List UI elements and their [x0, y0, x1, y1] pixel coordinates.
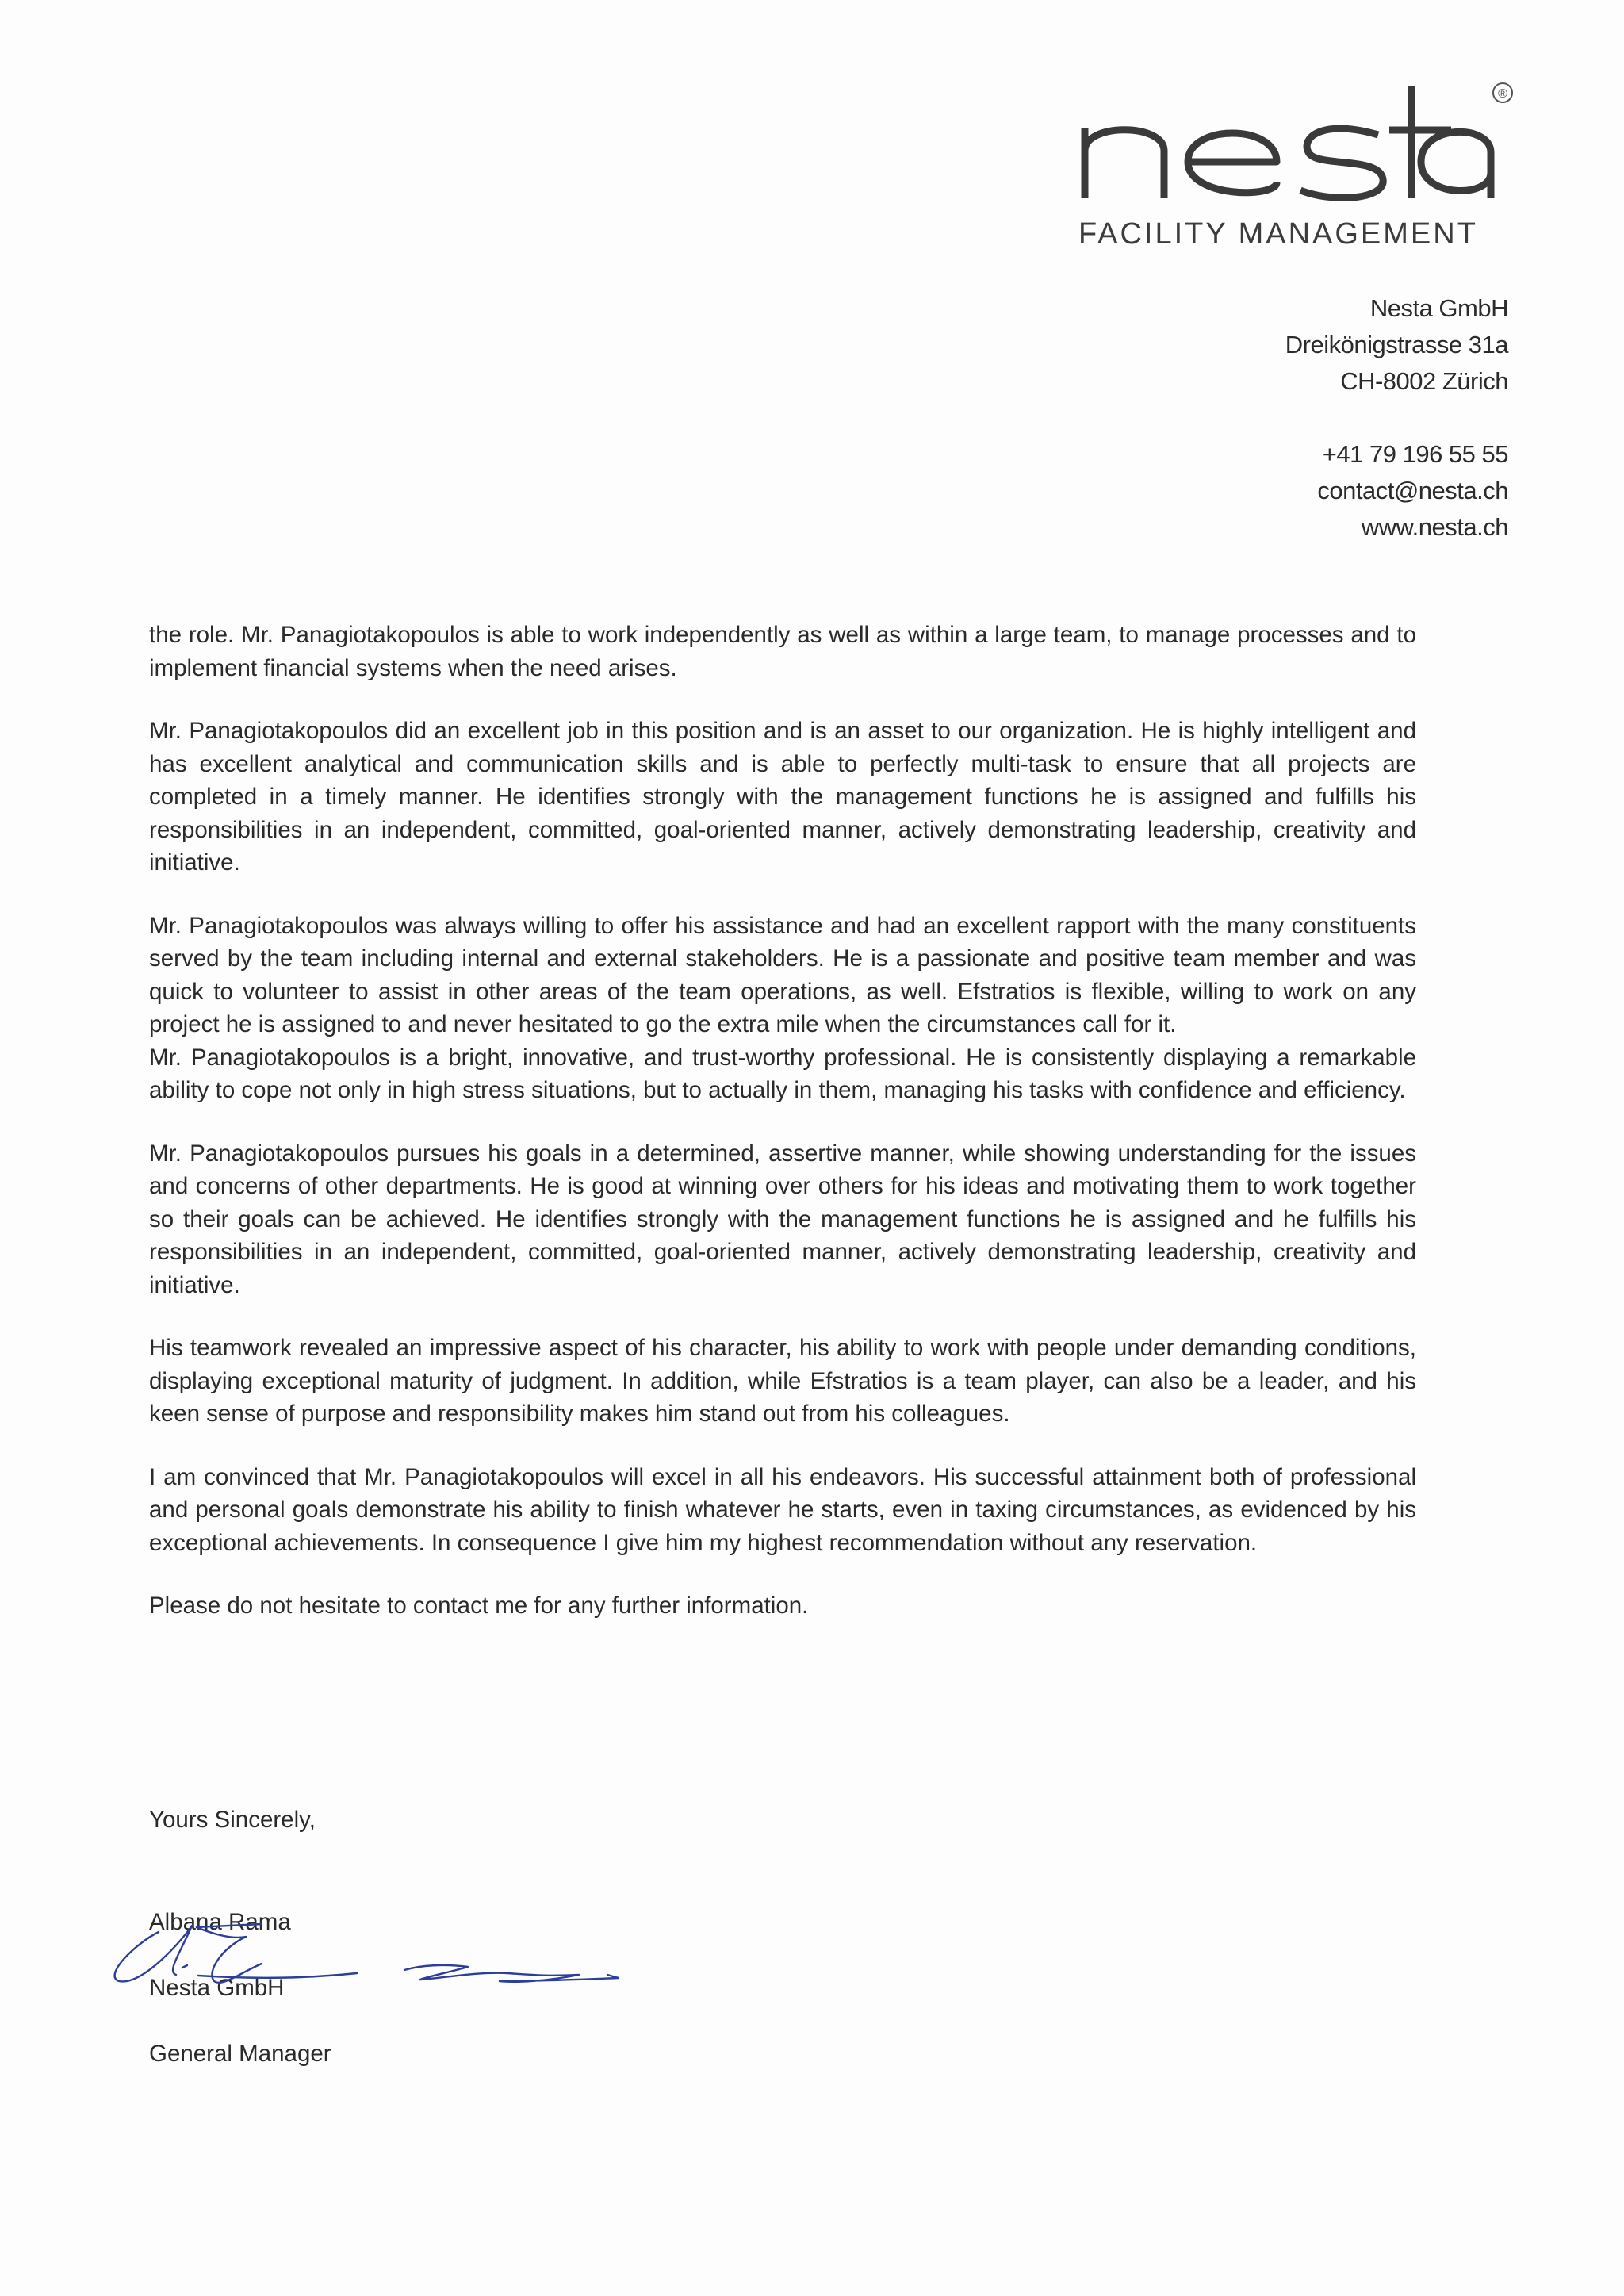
company-tagline: FACILITY MANAGEMENT [1078, 217, 1478, 251]
body-paragraph: Mr. Panagiotakopoulos was always willing to offer his assistance and had an excellent rapport with the many constituents served by the team including internal and external stakeholders. He is a passionate and positive team member and was quick to volunteer to assist in other areas of the team operations, as well. Efstratios is flexible, willing to work on any project he is assigned to and never hesitated to go the extra mile when the circumstances call for it. [149, 912, 1416, 1037]
registered-trademark-mark: ® [1492, 82, 1513, 103]
sender-address [1285, 290, 1508, 400]
signer-title: General Manager [149, 2041, 331, 2067]
sender-website: www.nesta.ch [1361, 513, 1508, 541]
signer-name: Albana Rama [149, 1909, 291, 1935]
sender-city: CH-8002 Zürich [1340, 367, 1508, 395]
body-paragraph: Mr. Panagiotakopoulos pursues his goals in a determined, assertive manner, while showing understanding for the issues and concerns of other departments. He is good at winning over others for his ideas and motivating them to work together so their goals can be achieved. He identifies strongly with the management functions he is assigned and he fulfills his responsibilities in an independent, committed, goal-oriented manner, actively demonstrating leadership, creativity and initiative. [149, 1140, 1416, 1298]
letter-body [149, 619, 1416, 1653]
sender-phone: +41 79 196 55 55 [1322, 440, 1508, 468]
body-paragraph: Mr. Panagiotakopoulos is a bright, innovative, and trust-worthy professional. He is consistently displaying a remarkable ability to cope not only in high stress situations, but to actually in them, managing his tasks with confidence and efficiency. [149, 1044, 1416, 1103]
body-paragraph: His teamwork revealed an impressive aspect of his character, his ability to work with people under demanding conditions, displaying exceptional maturity of judgment. In addition, while Efstratios is a team player, can also be a leader, and his keen sense of purpose and responsibility makes him stand out from his colleagues. [149, 1335, 1416, 1427]
sender-contact [1317, 436, 1508, 546]
sender-company: Nesta GmbH [1369, 294, 1508, 322]
sender-email: contact@nesta.ch [1317, 477, 1508, 504]
body-paragraph: Please do not hesitate to contact me for any further information. [149, 1593, 809, 1619]
sender-street: Dreikönigstrasse 31a [1285, 331, 1508, 358]
body-paragraph: I am convinced that Mr. Panagiotakopoulos will excel in all his endeavors. His successful attainment both of professional and personal goals demonstrate his ability to finish whatever he starts, even in taxing circumstances, as evidenced by his exceptional achievements. In consequence I give him my highest recommendation without any reservation. [149, 1463, 1416, 1556]
closing-salutation: Yours Sincerely, [149, 1807, 316, 1833]
body-paragraph: the role. Mr. Panagiotakopoulos is able to work independently as well as within a large team, to manage processes and to implement financial systems when the need arises. [149, 622, 1416, 681]
nesta-logo [1078, 79, 1507, 206]
closing-salutation-block [149, 1803, 863, 1836]
handwritten-signature [103, 1908, 642, 2011]
body-paragraph: Mr. Panagiotakopoulos did an excellent job in this position and is an asset to our organization. He is highly intelligent and has excellent analytical and communication skills and is able to perfectly multi-task to ensure that all projects are completed in a timely manner. He identifies strongly with the management functions he is assigned and fulfills his responsibilities in an independent, committed, goal-oriented manner, actively demonstrating leadership, creativity and initiative. [149, 718, 1416, 876]
signer-company: Nesta GmbH [149, 1975, 285, 2001]
